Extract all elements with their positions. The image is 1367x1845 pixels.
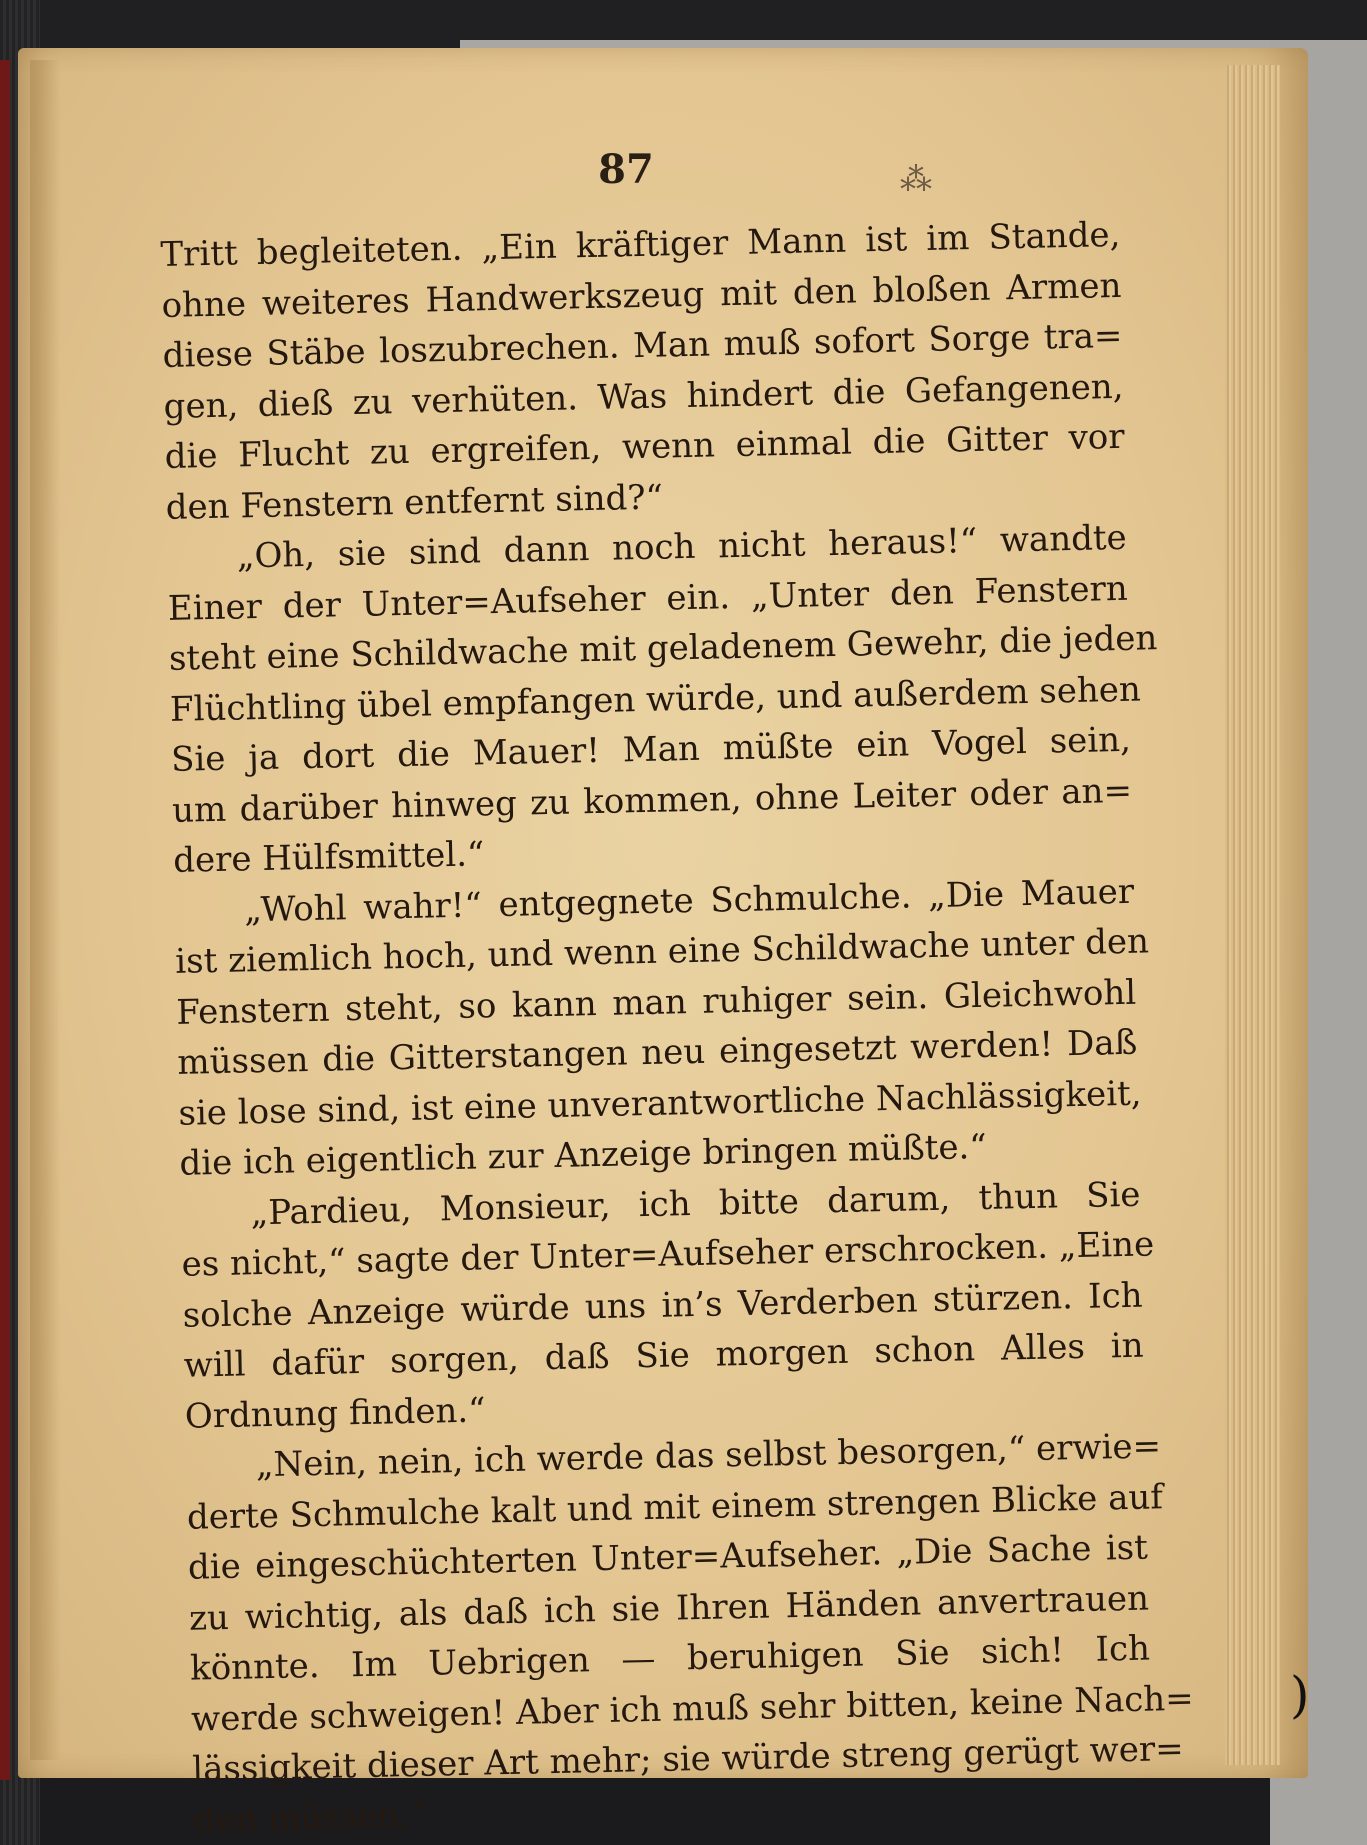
text-line: lässigkeit dieser Art mehr; sie würde streng gerügt wer= [191,1728,1185,1790]
text-line: solche Anzeige würde uns in’s Verderben stürzen. Ich [182,1275,1143,1336]
text-line: Ordnung finden.“ [184,1389,486,1437]
page-number: 87 [598,146,654,193]
text-line: werde schweigen! Aber ich muß sehr bitten, keine Nach= [190,1678,1195,1740]
text-line: diese Stäbe loszubrechen. Man muß sofort Sorge tra= [162,315,1123,376]
text-line: könnte. Im Uebrigen — beruhigen Sie sich! Ich [189,1628,1151,1689]
text-line: Flüchtling übel empfangen würde, und außerdem sehen [169,669,1142,730]
spine-headband [0,60,10,1780]
text-line: ohne weiteres Handwerkszeug mit den bloßen Armen [161,265,1122,326]
text-line: Sie ja dort die Mauer! Man müßte ein Vogel sein, [170,719,1132,780]
text-line: zu wichtig, als daß ich sie Ihren Händen anvertrauen [188,1578,1150,1639]
text-line: es nicht,“ sagte der Unter=Aufseher erschrocken. „Eine [181,1224,1155,1285]
text-line: „Pardieu, Monsieur, ich bitte darum, thun Sie [250,1174,1141,1233]
text-line: will dafür sorgen, daß Sie morgen schon Alles in [183,1325,1144,1386]
text-line: „Wohl wahr!“ entgegnete Schmulche. „Die Mauer [243,871,1135,930]
text-line: steht eine Schildwache mit geladenem Gewehr, die jeden [168,618,1158,679]
text-line: den müssen.“ [192,1795,428,1841]
text-line: „Oh, sie sind dann noch nicht heraus!“ wandte [236,517,1128,577]
text-line: die eingeschüchterten Unter=Aufseher. „Die Sache ist [187,1527,1149,1588]
text-line: ist ziemlich hoch, und wenn eine Schildwache unter den [174,921,1150,982]
text-line: die Flucht zu ergreifen, wenn einmal die Gitter vor [164,416,1125,477]
margin-mark: ) [1290,1666,1310,1724]
text-line: Fenstern steht, so kann man ruhiger sein. Gleichwohl [175,972,1137,1033]
ink-speck: ⁂ [900,160,932,198]
text-line: den Fenstern entfernt sind?“ [165,477,664,528]
text-line: Tritt begleiteten. „Ein kräftiger Mann ist im Stande, [160,214,1121,275]
page-gutter-shadow [30,60,60,1760]
text-line: derte Schmulche kalt und mit einem strengen Blicke auf [186,1476,1164,1538]
text-line: dere Hülfsmittel.“ [172,834,485,881]
page-edges [1225,65,1280,1765]
text-line: müssen die Gitterstangen neu eingesetzt werden! Daß [177,1022,1138,1083]
page-body-text [160,210,1195,1845]
text-line: gen, dieß zu verhüten. Was hindert die Gefangenen, [163,366,1124,427]
text-line: Einer der Unter=Aufseher ein. „Unter den Fenstern [167,568,1129,629]
text-line: sie lose sind, ist eine unverantwortliche Nachlässigkeit, [178,1073,1142,1134]
text-line: „Nein, nein, ich werde das selbst besorgen,“ erwie= [255,1426,1162,1486]
text-line: die ich eigentlich zur Anzeige bringen müßte.“ [179,1126,988,1184]
text-line: um darüber hinweg zu kommen, ohne Leiter oder an= [171,770,1133,831]
